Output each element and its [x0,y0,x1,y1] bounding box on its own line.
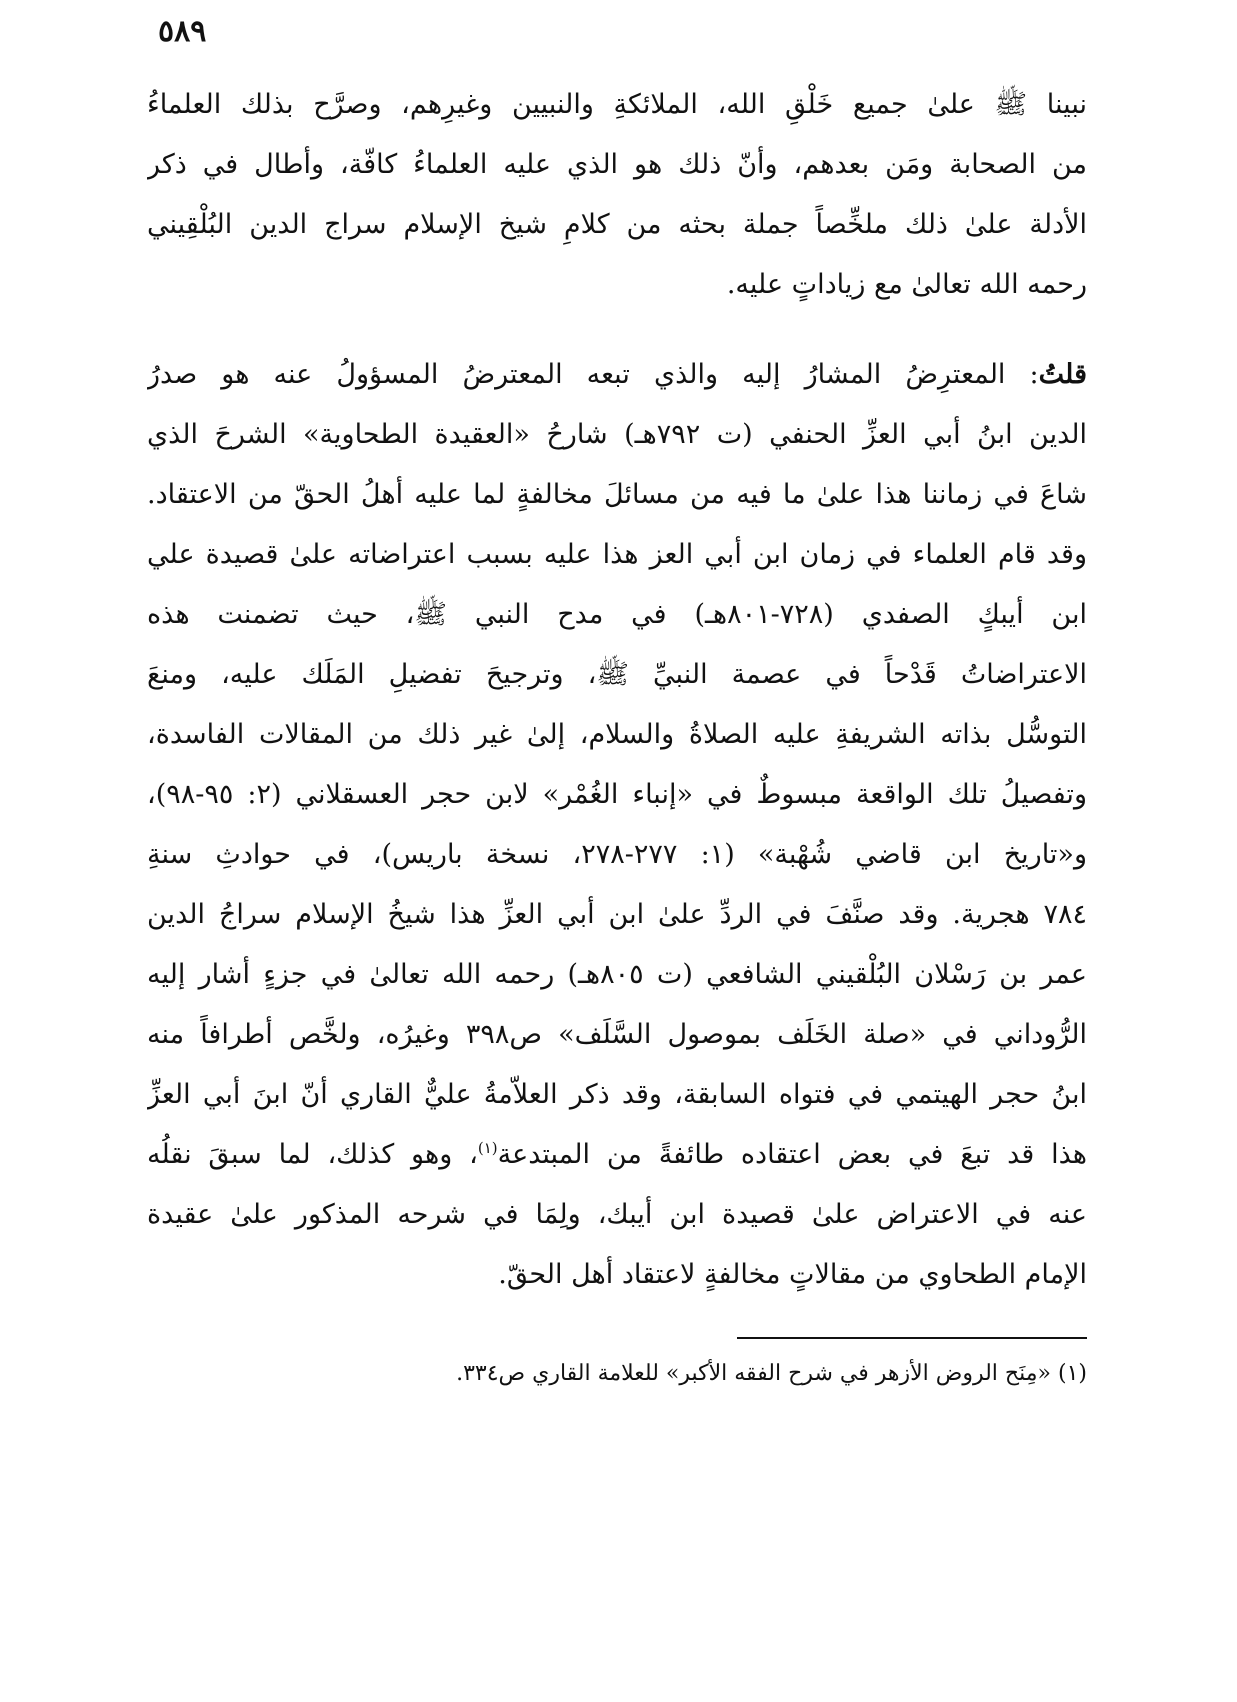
lead-word: قلتُ [1038,359,1087,390]
text-line: الإمام الطحاوي من مقالاتٍ مخالفةٍ لاعتقاد أهل الحقّ. [498,1259,1087,1290]
text-line: الاعتراضاتُ قَدْحاً في عصمة النبيِّ ﷺ، وترجيحَ تفضيلِ المَلَك عليه، ومنعَ [147,659,1087,690]
text-line [147,345,1087,405]
text-line: و«تاريخ ابن قاضي شُهْبة» (١: ٢٧٧-٢٧٨، نسخة باريس)، في حوادثِ سنةِ [147,839,1087,870]
text-line: وتفصيلُ تلك الواقعة مبسوطٌ في «إنباء الغُمْر» لابن حجر العسقلاني (٢: ٩٥-٩٨)، [147,779,1087,810]
footnote-reference[interactable]: (١) [477,1139,498,1157]
text-line [147,1125,1087,1185]
text-line: نبينا ﷺ علىٰ جميع خَلْقِ الله، الملائكةِ والنبيين وغيرِهم، وصرَّح بذلك العلماءُ [147,89,1087,120]
text-line-rest: : المعترِضُ المشارُ إليه والذي تبعه المعترضُ المسؤولُ عنه هو صدرُ [147,359,1039,390]
text-line: رحمه الله تعالىٰ مع زياداتٍ عليه. [726,269,1087,300]
text-line-part: هذا قد تبعَ في بعض اعتقاده طائفةً من المبتدعة [497,1139,1087,1170]
text-line: الأدلة علىٰ ذلك ملخِّصاً جملة بحثه من كلامِ شيخ الإسلام سراج الدين البُلْقِيني [147,209,1087,240]
footnote-divider [737,1337,1087,1339]
paragraph-2 [147,345,1087,1305]
text-line: الدين ابنُ أبي العزِّ الحنفي (ت ٧٩٢هـ) شارحُ «العقيدة الطحاوية» الشرحَ الذي [147,419,1087,450]
text-line: شاعَ في زماننا هذا علىٰ ما فيه من مسائلَ مخالفةٍ لما عليه أهلُ الحقّ من الاعتقاد. [147,479,1087,510]
paragraph-1 [147,75,1087,315]
page-number: ٥٨٩ [158,14,207,49]
text-line: ابنُ حجر الهيتمي في فتواه السابقة، وقد ذكر العلاّمةُ عليٌّ القاري أنّ ابنَ أبي العزِّ [147,1079,1087,1110]
text-line: التوسُّل بذاته الشريفةِ عليه الصلاةُ والسلام، إلىٰ غير ذلك من المقالات الفاسدة، [147,719,1087,750]
text-line: من الصحابة ومَن بعدهم، وأنّ ذلك هو الذي عليه العلماءُ كافّة، وأطال في ذكر [147,149,1087,180]
text-line: عنه في الاعتراض علىٰ قصيدة ابن أيبك، ولِمَا في شرحه المذكور علىٰ عقيدة [147,1199,1087,1230]
footnote: (١) «مِنَح الروض الأزهر في شرح الفقه الأكبر» للعلامة القاري ص٣٣٤. [456,1361,1087,1386]
text-line: ٧٨٤ هجرية. وقد صنَّفَ في الردِّ علىٰ ابن أبي العزِّ هذا شيخُ الإسلام سراجُ الدين [147,899,1087,930]
text-line: وقد قام العلماء في زمان ابن أبي العز هذا عليه بسبب اعتراضاته علىٰ قصيدة علي [147,539,1087,570]
text-line-part: ، وهو كذلك، لما سبقَ نقلُه [147,1139,478,1170]
text-line: ابن أيبكٍ الصفدي (٧٢٨-٨٠١هـ) في مدح النبي ﷺ، حيث تضمنت هذه [147,599,1087,630]
text-line: عمر بن رَسْلان البُلْقيني الشافعي (ت ٨٠٥هـ) رحمه الله تعالىٰ في جزءٍ أشار إليه [147,959,1087,990]
text-line: الرُّوداني في «صلة الخَلَف بموصول السَّلَف» ص٣٩٨ وغيرُه، ولخَّص أطرافاً منه [147,1019,1087,1050]
